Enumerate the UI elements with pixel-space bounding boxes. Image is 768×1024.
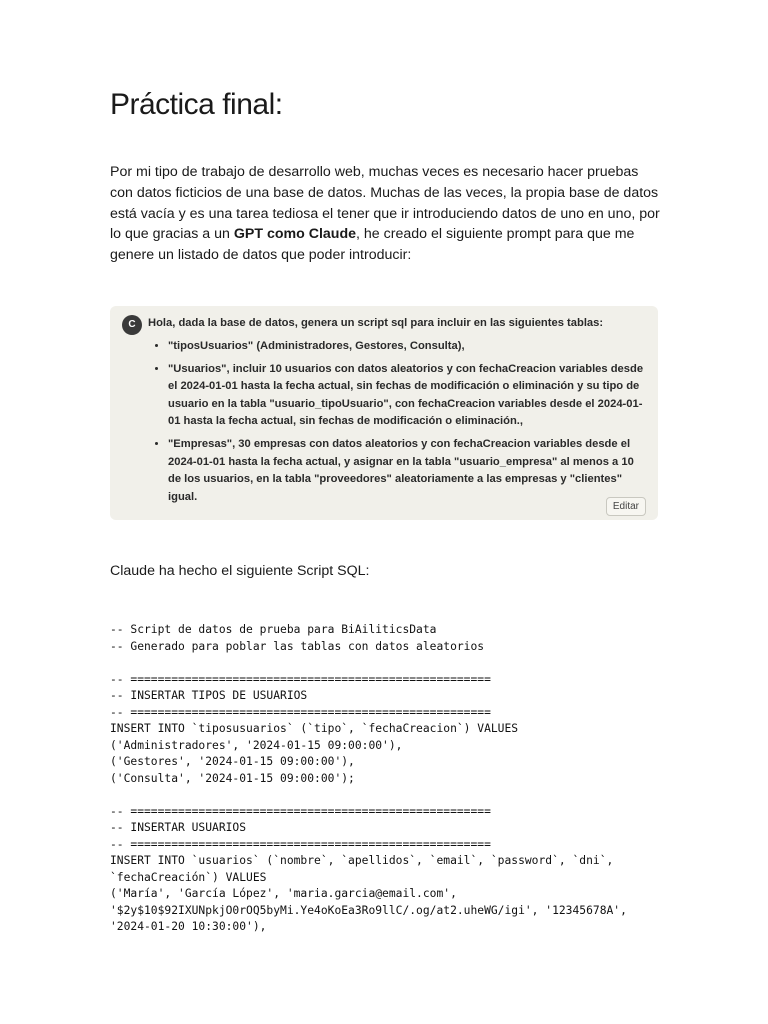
code-line: '$2y$10$92IXUNpkjO0rOQ5byMi.Ye4oKoEa3Ro9llC/.og/at2.uheWG/igi', '12345678A', bbox=[110, 903, 627, 917]
code-line: ('Administradores', '2024-01-15 09:00:00'), bbox=[110, 738, 403, 752]
code-line: '2024-01-20 10:30:00'), bbox=[110, 920, 267, 933]
intro-paragraph bbox=[110, 162, 660, 266]
code-line: ('Gestores', '2024-01-15 09:00:00'), bbox=[110, 755, 355, 768]
edit-button[interactable]: Editar bbox=[606, 497, 646, 516]
prompt-list bbox=[150, 338, 648, 511]
code-line: -- Generado para poblar las tablas con datos aleatorios bbox=[110, 639, 485, 653]
prompt-card bbox=[110, 306, 658, 520]
code-line: -- INSERTAR USUARIOS bbox=[110, 821, 247, 834]
intro-text-end: , he creado el siguiente prompt para que me genere un listado de datos que poder introducir: bbox=[110, 226, 635, 264]
code-line: ('Consulta', '2024-01-15 09:00:00'); bbox=[110, 771, 355, 785]
code-line: -- ===================================================== bbox=[110, 804, 491, 818]
code-line: ('María', 'García López', 'maria.garcia@email.com', bbox=[110, 887, 457, 900]
code-line: INSERT INTO `tiposusuarios` (`tipo`, `fechaCreacion`) VALUES bbox=[110, 722, 519, 735]
intro-bold-text: GPT como Claude bbox=[233, 226, 357, 243]
code-line: `fechaCreación`) VALUES bbox=[110, 870, 267, 884]
code-line: INSERT INTO `usuarios` (`nombre`, `apellidos`, `email`, `password`, `dni`, bbox=[110, 854, 614, 867]
prompt-list-item: • "Empresas", 30 empresas con datos aleatorios y con fechaCreacion variables desde el 2024-01-01 hasta la fecha actual, y asignar en la tabla "usuario_empresa" al menos a 10 de los usuarios, en la tabla "proveedores" aleatoriamente a las empresas y "clientes" igual. bbox=[168, 436, 648, 506]
code-line: -- ===================================================== bbox=[110, 672, 491, 686]
code-line bbox=[110, 787, 670, 804]
code-line: -- ===================================================== bbox=[110, 837, 491, 851]
code-line: -- INSERTAR TIPOS DE USUARIOS bbox=[110, 689, 308, 702]
code-line bbox=[110, 655, 670, 672]
page-title: Práctica final: bbox=[110, 88, 283, 121]
code-line: -- ===================================================== bbox=[110, 705, 491, 719]
prompt-list-item: • "Usuarios", incluir 10 usuarios con datos aleatorios y con fechaCreacion variables desde el 2024-01-01 hasta la fecha actual, sin fechas de modificación o eliminación y su tipo de usuario en la tabla "usuario_tipoUsuario", con fechaCreacion variables desde el 2024-01-01 hasta la fecha actual, sin fechas de modificación o eliminación., bbox=[168, 361, 648, 431]
prompt-intro: Hola, dada la base de datos, genera un script sql para incluir en las siguientes tablas: bbox=[148, 317, 604, 329]
user-avatar: C bbox=[122, 315, 142, 335]
intro-text: Por mi tipo de trabajo de desarrollo web, muchas veces es necesario hacer pruebas con datos ficticios de una base de datos. Muchas de las veces, la propia base de datos está vacía y es una tarea tediosa el tener que ir introduciendo datos de uno en uno, por lo que gracias a un bbox=[110, 164, 660, 243]
code-line: -- Script de datos de prueba para BiAiliticsData bbox=[110, 623, 437, 636]
code-intro: Claude ha hecho el siguiente Script SQL: bbox=[110, 563, 370, 579]
prompt-list-item: • "tiposUsuarios" (Administradores, Gestores, Consulta), bbox=[168, 338, 648, 356]
sql-code-block bbox=[110, 622, 670, 936]
